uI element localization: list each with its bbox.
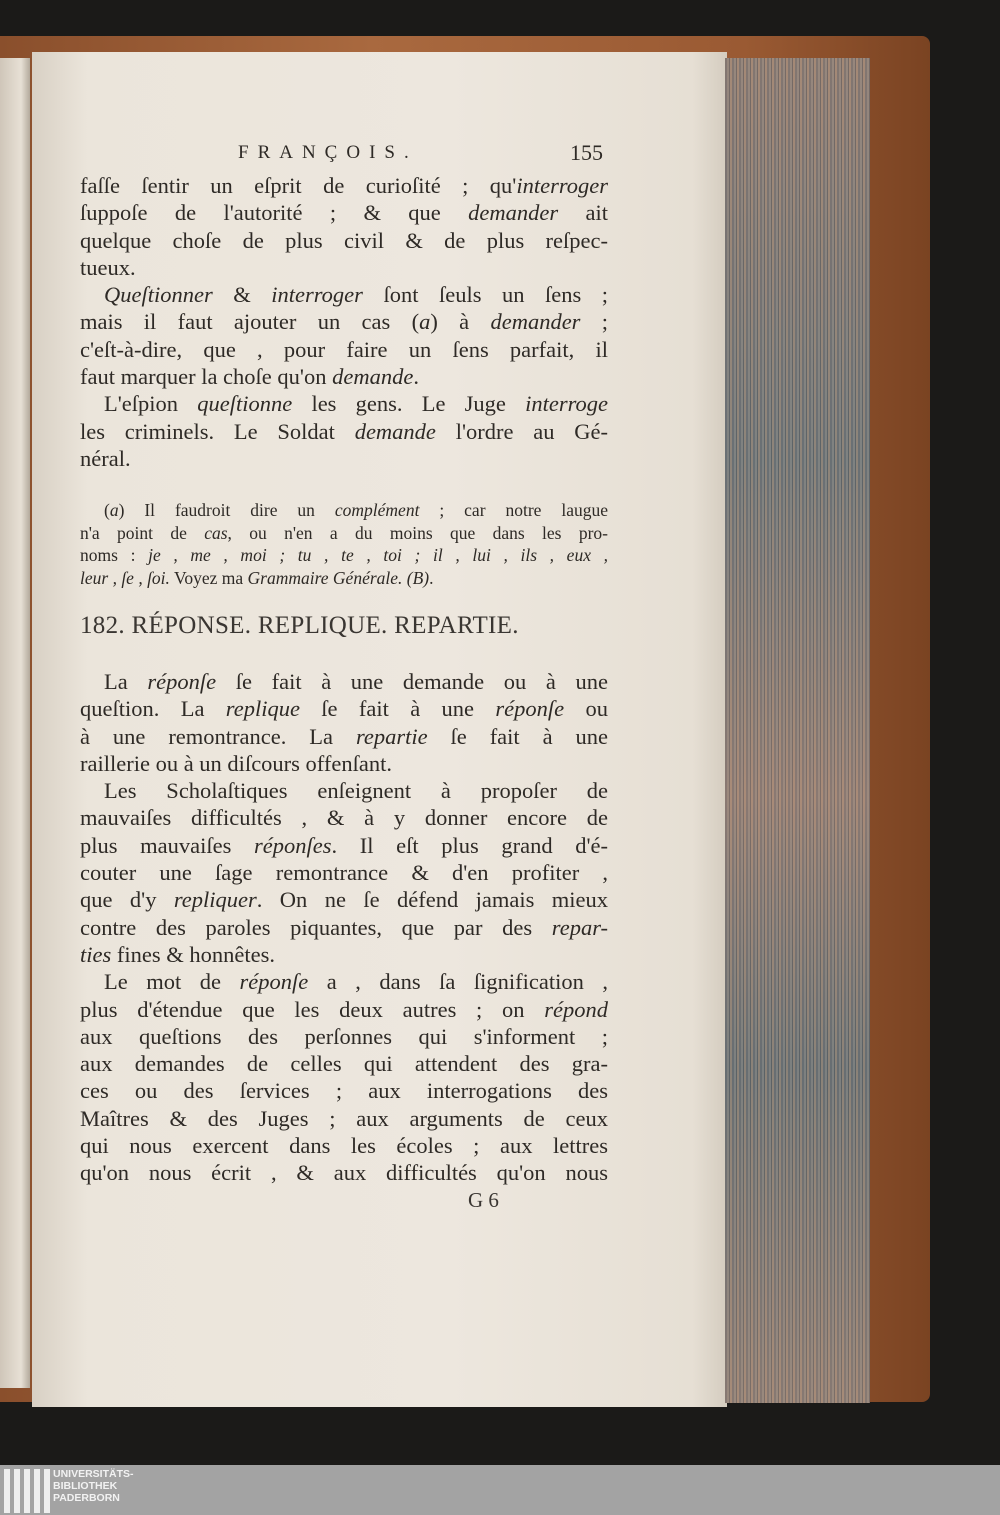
text-line — [80, 1159, 608, 1186]
library-footer — [0, 1465, 1000, 1515]
text-segment: queſtion. La — [80, 696, 226, 722]
text-segment: mauvaiſes difficultés , & à y donner encore de — [80, 805, 608, 831]
italic-text: réponſe — [147, 669, 217, 694]
text-line — [80, 254, 608, 281]
text-segment: . Il eſt plus grand d'é- — [331, 832, 608, 858]
text-segment: . — [429, 568, 434, 589]
text-line — [80, 1105, 608, 1132]
italic-text: Grammaire Générale. (B) — [247, 568, 430, 589]
text-segment: qu'on nous écrit , & aux difficultés qu'on nous — [80, 1160, 608, 1186]
text-segment: contre des paroles piquantes, que par des — [80, 914, 552, 940]
text-segment: ; — [580, 309, 609, 335]
text-segment: les gens. Le Juge — [292, 391, 526, 417]
italic-text: réponſe — [239, 969, 309, 995]
text-line — [80, 941, 608, 968]
text-line — [80, 308, 608, 335]
text-line — [80, 281, 608, 308]
text-segment: ſe fait à une — [299, 696, 496, 722]
text-segment: ſe fait à une demande ou à une — [216, 669, 608, 694]
section-heading: 182. RÉPONSE. REPLIQUE. REPARTIE. — [80, 612, 519, 639]
italic-text: repar- — [551, 914, 608, 940]
text-line — [80, 723, 608, 750]
italic-text: repartie — [355, 723, 428, 749]
italic-text: demander — [490, 309, 581, 335]
text-line — [80, 668, 608, 695]
text-segment: ( — [104, 500, 110, 520]
text-line — [80, 968, 608, 995]
italic-text: a — [109, 500, 119, 520]
text-block-2 — [80, 668, 608, 1187]
text-segment: ait — [558, 200, 608, 226]
text-segment: L'eſpion — [104, 391, 198, 417]
text-segment: ; car notre laugue — [419, 500, 609, 520]
text-line — [80, 695, 608, 722]
italic-text: je , me , moi ; tu , te , toi ; il , lui , ils , eux , — [148, 545, 608, 566]
italic-text: répond — [544, 996, 608, 1022]
italic-text: demande — [332, 364, 414, 390]
signature-mark: G 6 — [468, 1188, 499, 1212]
text-line — [80, 172, 608, 199]
text-line — [80, 1023, 608, 1050]
text-line — [80, 567, 608, 590]
text-segment: n'a point de — [80, 522, 205, 543]
library-logo-icon — [4, 1469, 50, 1513]
text-segment: néral. — [80, 445, 131, 471]
text-segment: noms : — [80, 545, 149, 566]
text-line — [80, 544, 608, 567]
italic-text: interroge — [525, 391, 608, 417]
italic-text: réponſes — [253, 832, 332, 858]
italic-text: replique — [225, 696, 300, 722]
text-line — [80, 418, 608, 445]
text-segment: ſe fait à une — [427, 723, 608, 749]
library-logo-text: UNIVERSITÄTS- BIBLIOTHEK PADERBORN — [53, 1468, 134, 1504]
text-segment: Le mot de — [104, 969, 240, 995]
text-segment: ou — [564, 696, 608, 722]
text-segment: Voyez ma — [169, 568, 248, 589]
italic-text: interroger — [516, 173, 608, 198]
text-segment: aux queſtions des perſonnes qui s'informent ; — [80, 1023, 608, 1049]
text-line — [80, 1077, 608, 1104]
text-line — [80, 445, 608, 472]
text-segment: c'eſt-à-dire, que , pour faire un ſens parfait, il — [80, 336, 608, 362]
text-line — [80, 996, 608, 1023]
text-segment: a , dans ſa ſignification , — [308, 969, 608, 995]
text-line — [80, 832, 608, 859]
text-line — [80, 886, 608, 913]
text-block-1 — [80, 172, 608, 472]
text-segment: plus d'étendue que les deux autres ; on — [80, 996, 545, 1022]
text-line — [80, 914, 608, 941]
italic-text: demande — [354, 418, 436, 444]
text-line — [80, 390, 608, 417]
text-segment: ) Il faudroit dire un — [118, 500, 335, 520]
text-segment: & — [212, 282, 272, 308]
italic-text: demander — [468, 200, 559, 226]
text-line — [80, 777, 608, 804]
page-number: 155 — [570, 140, 603, 165]
text-segment: . On ne ſe défend jamais mieux — [256, 887, 608, 913]
text-segment: La — [104, 669, 148, 694]
italic-text: repliquer — [173, 887, 257, 913]
text-line — [80, 199, 608, 226]
italic-text: réponſe — [495, 696, 565, 722]
italic-text: Queſtionner — [104, 282, 213, 308]
text-segment: l'ordre au Gé- — [435, 418, 608, 444]
text-line — [80, 499, 608, 522]
text-segment: ces ou des ſervices ; aux interrogations des — [80, 1078, 608, 1104]
italic-text: leur , ſe , ſoi. — [80, 568, 170, 589]
text-segment: couter une ſage remontrance & d'en profiter , — [80, 860, 608, 886]
text-line — [80, 227, 608, 254]
text-line — [80, 804, 608, 831]
text-segment: tueux. — [80, 254, 136, 280]
text-segment: Maîtres & des Juges ; aux arguments de ceux — [80, 1105, 608, 1131]
text-segment: mais il faut ajouter un cas ( — [80, 309, 420, 335]
text-line — [80, 363, 608, 390]
text-segment: Les Scholaſtiques enſeignent à propoſer de — [104, 778, 608, 804]
text-segment: plus mauvaiſes — [80, 832, 254, 858]
text-segment: . — [413, 364, 419, 390]
text-segment: que d'y — [80, 887, 174, 913]
text-segment: les criminels. Le Soldat — [80, 418, 355, 444]
italic-text: complément — [334, 500, 420, 520]
text-segment: raillerie ou à un diſcours offenſant. — [80, 750, 392, 776]
italic-text: queſtionne — [197, 391, 293, 417]
text-segment: quelque choſe de plus civil & de plus reſpec- — [80, 227, 608, 253]
text-line — [80, 1050, 608, 1077]
text-segment: qui nous exercent dans les écoles ; aux lettres — [80, 1133, 608, 1159]
left-page-edge — [0, 58, 30, 1388]
text-segment: à une remontrance. La — [80, 723, 356, 749]
italic-text: cas — [204, 522, 228, 543]
text-segment: faut marquer la choſe qu'on — [80, 364, 333, 390]
text-line — [80, 859, 608, 886]
running-title: FRANÇOIS. — [238, 142, 418, 163]
italic-text: a — [419, 309, 431, 335]
italic-text: interroger — [271, 282, 363, 308]
text-segment: , ou n'en a du moins que dans les pro- — [227, 522, 608, 543]
text-segment: ſont ſeuls un ſens ; — [362, 282, 608, 308]
text-line — [80, 750, 608, 777]
text-segment: ) à — [430, 309, 491, 335]
text-segment: aux demandes de celles qui attendent des gra- — [80, 1051, 608, 1077]
text-line — [80, 1132, 608, 1159]
text-line — [80, 522, 608, 545]
text-segment: ſuppoſe de l'autorité ; & que — [80, 200, 469, 226]
text-segment: fines & honnêtes. — [111, 941, 275, 967]
page-edges — [725, 58, 870, 1403]
text-segment: faſſe ſentir un eſprit de curioſité ; qu' — [80, 173, 517, 198]
footnote — [80, 499, 608, 590]
italic-text: ties — [80, 941, 112, 967]
text-line — [80, 336, 608, 363]
